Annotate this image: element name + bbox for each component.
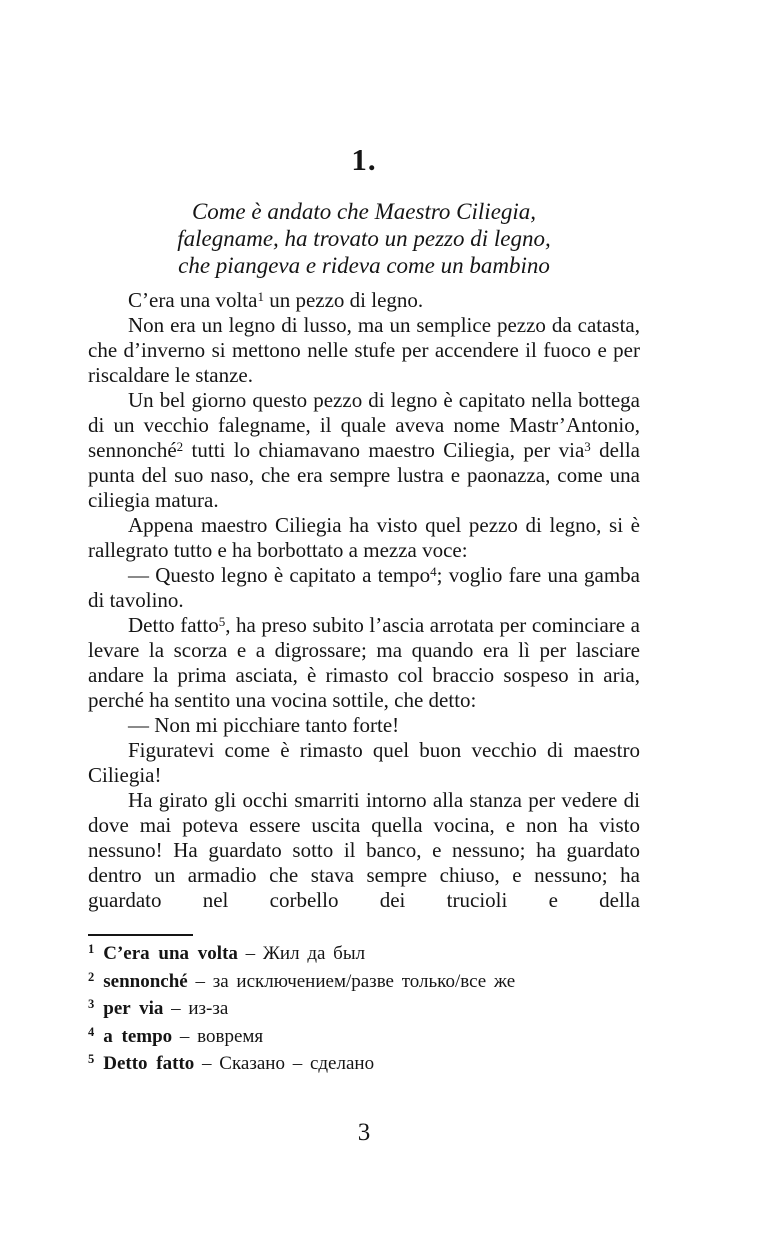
footnote-translation: – вовремя — [172, 1025, 264, 1047]
paragraph-text: un pezzo di legno. — [263, 288, 424, 312]
paragraph — [88, 563, 640, 613]
footnote-term: sennonché — [103, 970, 188, 992]
chapter-title-line: falegname, ha trovato un pezzo di legno, — [177, 226, 551, 251]
footnote — [88, 940, 640, 968]
paragraph — [88, 388, 640, 513]
chapter-title-line: Come è andato che Maestro Ciliegia, — [191, 199, 537, 224]
footnote-marker: 4 — [430, 564, 437, 580]
paragraph-text: Ha girato gli occhi smarriti intorno alla stanza per vedere di dove mai poteva essere uscita quella vocina, e non ha visto nessuno! Ha guardato sotto il banco, e nessuno; ha guardato dentro un armadio che stava sempre chiuso, e nessuno; ha guardato nel corbello dei trucioli e della — [88, 788, 640, 912]
footnote-number: 1 — [88, 942, 95, 957]
footnote-term: Detto fatto — [103, 1053, 195, 1074]
paragraph — [88, 788, 640, 913]
text-column — [88, 143, 640, 1078]
paragraph — [88, 513, 640, 563]
paragraph-text: , ha preso subito l’ascia arrotata per cominciare a levare la scorza e a digrossare; ma quando era lì per lasciare andare la prima asciata, è rimasto col braccio sospeso in aria, perché ha sentito una vocina sottile, che detto: — [88, 613, 641, 712]
paragraph-text: Figuratevi come è rimasto quel buon vecchio di maestro Ciliegia! — [88, 738, 640, 787]
paragraph-text: Detto fatto — [128, 613, 219, 637]
paragraph-text: — Questo legno è capitato a tempo — [128, 563, 431, 587]
paragraph — [88, 738, 640, 788]
footnote-separator — [88, 934, 193, 936]
footnote-translation: – за исключением/разве только/все же — [187, 970, 516, 992]
chapter-title-line: che piangeva e rideva come un bambino — [178, 253, 550, 278]
footnote-translation: – из-за — [163, 998, 229, 1019]
paragraph-text: Non era un legno di lusso, ma un semplice pezzo da catasta, che d’inverno si mettono nelle stufe per accendere il fuoco e per riscaldare le stanze. — [88, 313, 640, 387]
paragraph-text: della punta del suo naso, che era sempre lustra e paonazza, come una ciliegia matura. — [88, 438, 640, 512]
footnote-term: a tempo — [103, 1025, 173, 1047]
footnote-number: 2 — [88, 969, 95, 984]
footnote-number: 4 — [88, 1024, 95, 1039]
paragraph — [88, 613, 640, 713]
paragraph-text: tutti lo chiamavano maestro Ciliegia, per via — [183, 438, 585, 462]
paragraph-text: Appena maestro Ciliegia ha visto quel pezzo di legno, si è rallegrato tutto e ha borbottato a mezza voce: — [88, 513, 640, 562]
footnote — [88, 1023, 640, 1051]
footnotes — [88, 940, 640, 1078]
footnote-marker: 1 — [257, 289, 264, 305]
paragraph-text: Un bel giorno questo pezzo di legno è capitato nella bottega di un vecchio falegname, il quale aveva nome Mastr’Antonio, sennonché — [88, 388, 640, 462]
footnote — [88, 1050, 640, 1078]
body-text — [88, 288, 640, 913]
paragraph — [88, 713, 640, 738]
chapter-number: 1. — [351, 142, 377, 177]
paragraph — [88, 313, 640, 388]
footnote-marker: 3 — [584, 439, 591, 455]
footnote-term: per via — [103, 998, 164, 1019]
paragraph — [88, 288, 640, 313]
footnote-marker: 2 — [176, 439, 184, 455]
footnote-term: C’era una volta — [103, 943, 238, 964]
paragraph-text: — Non mi picchiare tanto forte! — [128, 713, 400, 737]
footnote-marker: 5 — [218, 614, 226, 630]
footnote — [88, 968, 640, 996]
footnote-number: 3 — [88, 997, 95, 1012]
footnote-number: 5 — [88, 1052, 95, 1067]
footnote-translation: – Жил да был — [237, 943, 366, 964]
paragraph-text: C’era una volta — [128, 288, 258, 312]
footnote — [88, 995, 640, 1023]
chapter-title — [88, 198, 640, 279]
paragraph-text: ; voglio fare una gamba di tavolino. — [88, 563, 640, 612]
footnote-translation: – Сказано – сделано — [194, 1053, 375, 1074]
page-number: 3 — [357, 1119, 371, 1146]
